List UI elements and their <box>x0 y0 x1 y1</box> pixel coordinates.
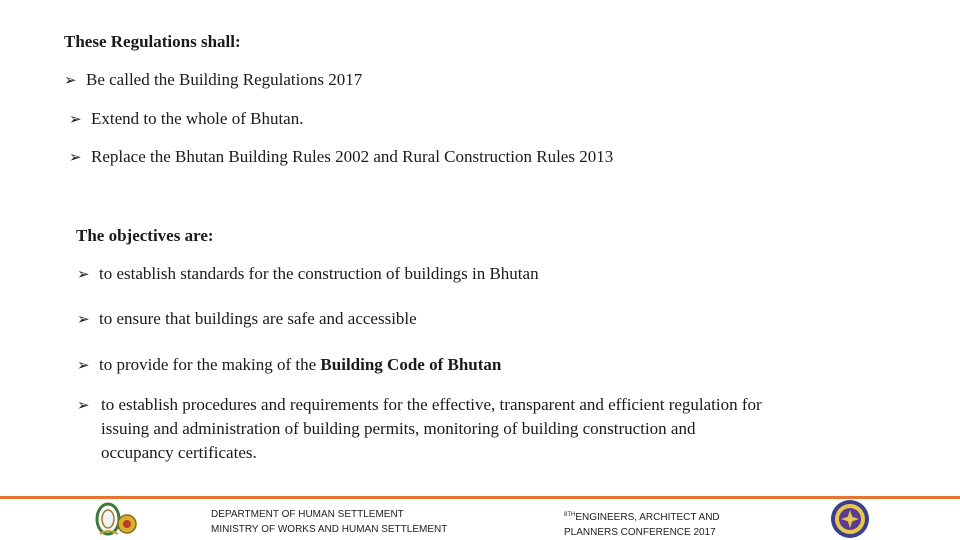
building-code-emphasis: Building Code of Bhutan <box>320 355 502 374</box>
objective-line: issuing and administration of building permits, monitoring of building construction and <box>101 419 696 438</box>
arrow-bullet-icon: ➢ <box>69 148 82 166</box>
arrow-bullet-icon: ➢ <box>77 356 90 374</box>
arrow-bullet-icon: ➢ <box>77 396 90 414</box>
objective-item <box>77 307 417 331</box>
objective-line: to establish procedures and requirements for the effective, transparent and efficient regulation for <box>101 395 762 414</box>
arrow-bullet-icon: ➢ <box>69 110 82 128</box>
department-text <box>211 507 447 537</box>
arrow-bullet-icon: ➢ <box>77 265 90 283</box>
emblem-icon <box>94 500 140 538</box>
objective-line: occupancy certificates. <box>101 443 257 462</box>
footer-bar <box>0 496 960 540</box>
ordinal-superscript: 8TH <box>564 512 576 518</box>
objective-item-multiline <box>101 393 901 465</box>
objective-item-text: to provide for the making of the <box>99 355 321 374</box>
regulation-item-text: Be called the Building Regulations 2017 <box>86 70 363 89</box>
conference-line-2: PLANNERS CONFERENCE 2017 <box>564 527 716 538</box>
seal-icon <box>829 499 871 539</box>
objective-item-text: to establish standards for the construction of buildings in Bhutan <box>99 264 539 283</box>
ministry-line: MINISTRY OF WORKS AND HUMAN SETTLEMENT <box>211 524 448 535</box>
regulation-item-text: Replace the Bhutan Building Rules 2002 and Rural Construction Rules 2013 <box>91 147 614 166</box>
objectives-heading: The objectives are: <box>76 226 214 245</box>
regulation-item <box>69 145 613 169</box>
objective-item <box>77 353 501 377</box>
regulation-item <box>69 107 303 131</box>
objective-item-bullet <box>77 393 99 417</box>
objective-item-text: to ensure that buildings are safe and accessible <box>99 309 417 328</box>
arrow-bullet-icon: ➢ <box>77 310 90 328</box>
regulation-item <box>64 68 362 92</box>
department-line: DEPARTMENT OF HUMAN SETTLEMENT <box>211 509 404 520</box>
arrow-bullet-icon: ➢ <box>64 71 77 89</box>
objective-item <box>77 262 539 286</box>
regulation-item-text: Extend to the whole of Bhutan. <box>91 109 304 128</box>
conference-line <box>564 508 720 525</box>
conference-title: ENGINEERS, ARCHITECT AND <box>575 512 720 523</box>
conference-text <box>564 508 720 540</box>
regulations-heading: These Regulations shall: <box>64 32 241 51</box>
